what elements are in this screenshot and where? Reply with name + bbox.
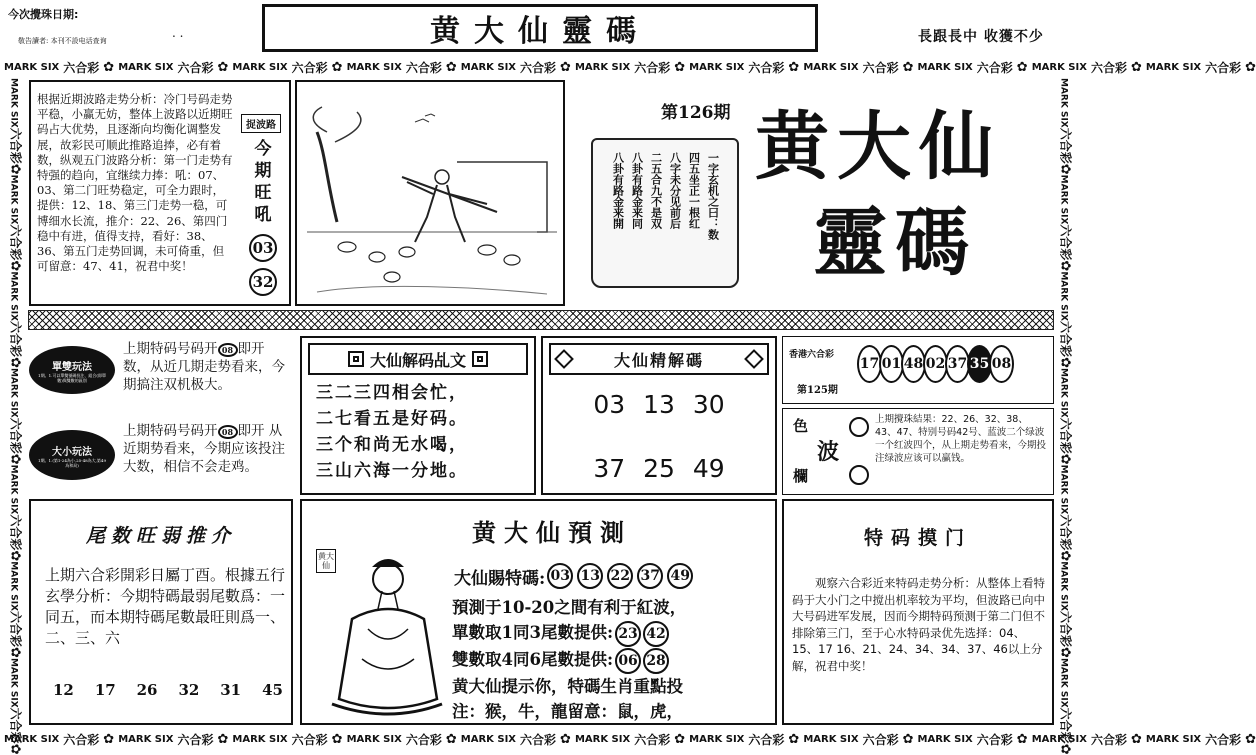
flower-icon: ✿ [445,59,457,75]
hot-label-vertical [243,138,283,226]
big-small-title: 大小玩法 [52,446,92,458]
mark-six-strip-bottom [4,730,1256,748]
result-ball: 01 [879,345,904,383]
circle-icon [849,465,869,485]
flower-icon: ✿ [7,260,23,272]
precise-code-row1: 03 13 30 [593,390,725,419]
brand-text: 六合彩 [1058,707,1073,744]
flower-icon: ✿ [7,550,23,562]
mark-six-text: MARK SIX [346,61,402,73]
mark-six-text: MARK SIX [460,733,517,745]
flower-icon: ✿ [788,59,800,75]
single-double-text-b: 即开 数，从近几期走势看来，今期搞注双机极大。 [123,341,285,393]
poem-title-icon [348,351,364,367]
draw-date-label: 今次攪珠日期: [8,8,79,21]
flower-icon: ✿ [1130,731,1142,747]
special-number: 37 [637,563,663,589]
mark-six-text: MARK SIX [232,733,288,745]
special-number: 03 [547,563,573,589]
issue-title-panel [569,80,1053,306]
prediction-title: 黄大仙預測 [472,518,632,547]
special-number: 49 [667,563,693,589]
single-double-note: 1期。1.可以單雙號碼投注、組合(即單數)與雙數的區別 [38,372,106,383]
color-wave-char: 欄 [793,467,809,485]
brand-text: 六合彩 [976,60,1013,75]
tail-number: 32 [178,681,200,699]
big-small-text [123,422,291,476]
master-figure [312,549,448,721]
special-door-panel [782,499,1054,725]
mark-six-text: MARK SIX [1058,271,1069,322]
brand-text: 六合彩 [8,224,23,261]
big-small-note: 1期。1.(第1-24為小,25-48為大,第49為和局) [37,457,107,468]
mark-six-text: MARK SIX [803,733,859,745]
flower-icon: ✿ [7,163,23,175]
result-ball: 02 [923,345,948,383]
poem-panel [300,336,536,495]
prediction-line: 預測于10-20之間有利于紅波， [452,598,687,617]
mark-six-text: MARK SIX [118,733,174,745]
brand-text: 六合彩 [748,732,785,747]
flower-icon: ✿ [902,731,914,747]
odd-tail-number: 23 [615,621,641,647]
flower-icon: ✿ [560,59,571,75]
flower-icon: ✿ [788,731,800,747]
brand-text: 六合彩 [634,732,671,747]
scroll-column: 四五坐正一根红 [687,152,701,229]
mark-six-text: MARK SIX [8,78,19,128]
result-ball: 08 [989,345,1014,383]
poem-line: 二七看五是好码。 [316,409,468,429]
immortal-illustration [295,80,565,306]
flower-icon: ✿ [560,731,571,747]
hot-number: 32 [249,268,277,296]
hk-balls [857,345,1011,383]
wave-tag: 捉波路 [241,114,281,133]
brand-text: 六合彩 [405,732,442,747]
precise-code-row2: 37 25 49 [593,454,725,483]
mark-six-text: MARK SIX [574,733,631,745]
big-small-text-b: 即开 从近期势看来，今期应该投注大数，相信不会走鸡。 [123,423,285,475]
color-wave-char: 色 [793,417,809,435]
scroll-column: 八卦有路金来開 [611,152,625,229]
tail-number: 12 [53,681,74,699]
door-text: 观察六合彩近来特码走势分析：从整体上看特码于大小门之中搅出机率较为平均，但波路已向中大号码进军发展，因而今期特码预测于第二门但不排除第三门，至于心水特码录优先选择：04、15、17 16、21、24、34、34、37、46以上分解，祝君中奖！ [792,576,1045,673]
flower-icon: ✿ [1245,59,1256,75]
mark-six-text: MARK SIX [917,61,973,73]
flower-icon: ✿ [1016,59,1028,75]
mark-six-text: MARK SIX [232,61,288,73]
tail-number: 26 [136,681,158,699]
brand-text: 六合彩 [1058,514,1073,551]
mark-six-text: MARK SIX [1031,61,1087,73]
brand-text: 六合彩 [291,732,328,747]
brand-text: 六合彩 [1058,417,1073,454]
wave-analysis-panel [29,80,291,306]
special-label: 大仙賜特碼: [454,568,546,589]
flower-icon: ✿ [1016,731,1028,747]
tail-number: 17 [94,681,116,699]
mark-six-text: MARK SIX [8,174,19,225]
brand-text: 六合彩 [8,417,23,454]
brand-text: 六合彩 [1058,127,1073,164]
mark-six-text: MARK SIX [574,61,631,73]
color-wave-panel [782,408,1054,495]
precise-code-title-bar [549,343,769,375]
brand-text: 六合彩 [862,732,899,747]
big-title-line2: 靈碼 [813,200,977,286]
mark-six-text: MARK SIX [4,61,60,73]
door-title: 特码摸门 [863,527,972,549]
notice-text: 敬告讀者: 本刊不設电话查询 [18,37,107,45]
tail-number: 45 [262,681,283,699]
mark-six-text: MARK SIX [8,464,19,515]
hot-label-char: 旺 [254,183,272,203]
brand-text: 六合彩 [1205,60,1242,75]
mark-six-text: MARK SIX [8,561,19,612]
prediction-seal: 黄大仙 [316,549,336,573]
diamond-icon [744,349,764,369]
flower-icon: ✿ [445,731,457,747]
brand-text: 六合彩 [1090,732,1127,747]
brand-text: 六合彩 [634,60,671,75]
hot-label-char: 今 [254,139,272,159]
mark-six-strip-right [1056,78,1076,755]
brand-text: 六合彩 [8,611,23,648]
brand-text: 六合彩 [1205,732,1242,747]
flower-icon: ✿ [103,59,115,75]
single-double-text [123,340,291,394]
single-double-panel [29,336,293,495]
brand-text: 六合彩 [1058,321,1073,358]
tail-title: 尾数旺弱推介 [85,525,236,547]
brand-text: 六合彩 [976,732,1013,747]
flower-icon: ✿ [331,59,343,75]
tail-number: 31 [220,681,242,699]
big-small-number: 08 [218,425,238,439]
mark-six-text: MARK SIX [803,61,859,73]
even-tail-number: 06 [615,648,641,674]
scroll-column: 八字未分见前后 [668,152,682,229]
mark-six-text: MARK SIX [689,733,745,745]
poem-title-bar [308,343,528,375]
flower-icon: ✿ [331,731,343,747]
prediction-panel [300,499,777,725]
hk-results-panel [782,336,1054,404]
precise-code-panel [541,336,777,495]
header-title-box [262,4,818,52]
poem-title: 大仙解码乩文 [369,350,466,370]
mark-six-text: MARK SIX [118,61,174,73]
flower-icon: ✿ [1057,453,1073,465]
mark-six-text: MARK SIX [4,733,60,745]
flower-icon: ✿ [7,453,23,465]
mark-six-text: MARK SIX [1058,78,1069,128]
color-wave-text: 上期攪珠結果：22、26、32、38、43、47、特别号码42号、蓝波二个绿波一个红波四个，从上期走势看来，今期投注绿波应该可以赢钱。 [875,414,1047,464]
mark-six-text: MARK SIX [1145,733,1202,745]
big-title-line1: 黄大仙 [755,104,1001,190]
flower-icon: ✿ [7,647,23,658]
tail-numbers [53,681,283,699]
brand-text: 六合彩 [8,321,23,358]
wave-analysis-text: 根据近期波路走势分析：冷门号码走势平稳，小赢无妨，整体上波路以近期旺码占大优势，且逐渐向均衡化调整发展，故彩民可顺此推路追捧，必有着数，纵观五门波路分析：第一门走势有特强的趋向，宜继续力捧：吼：07、03、第二门旺势稳定，可全力跟时，提供：12、18、第三门走势一稳，可博细水长流，推介：22、26、第四门稳中有进，值得支持，看好：38、36、第五门走势回调，未可倚重，但可留意：47、41，祝君中奖！ [37,92,233,274]
prediction-line: 單數取1同3尾數提供: 23 42 [452,620,774,647]
hot-label-char: 期 [254,161,272,181]
mark-six-text: MARK SIX [1058,367,1069,418]
flower-icon: ✿ [1057,550,1073,562]
hk-issue: 第125期 [797,385,838,396]
prophecy-scroll [591,138,739,288]
brand-text: 六合彩 [8,127,23,164]
brand-text: 六合彩 [63,60,100,75]
mark-six-strip-left [6,78,26,755]
single-double-oval [29,346,115,394]
mark-six-text: MARK SIX [1058,561,1069,612]
brand-text: 六合彩 [748,60,785,75]
mark-six-text: MARK SIX [1031,733,1087,745]
diamond-icon [554,349,574,369]
brand-text: 六合彩 [63,732,100,747]
flower-icon: ✿ [217,731,229,747]
brand-text: 六合彩 [291,60,328,75]
circle-icon [849,417,869,437]
flower-icon: ✿ [7,357,23,368]
brand-text: 六合彩 [1058,224,1073,261]
flower-icon: ✿ [674,59,686,75]
big-small-oval [29,430,115,480]
brand-text: 六合彩 [8,514,23,551]
brand-text: 六合彩 [8,707,23,744]
flower-icon: ✿ [1057,357,1073,368]
big-small-text-a: 上期特码号码开 [123,423,218,439]
poem-line: 三个和尚无水喝， [316,435,468,455]
header-slogan: 長跟長中 收獲不少 [918,29,1044,45]
odd-tail-numbers [613,623,669,642]
flower-icon: ✿ [1057,163,1073,175]
result-ball: 37 [945,345,970,383]
odd-tail-number: 42 [643,621,669,647]
illustration-drawing [297,82,563,304]
brand-text: 六合彩 [177,60,214,75]
brand-text: 六合彩 [520,60,557,75]
hk-label: 香港六合彩 [789,350,835,360]
mark-six-text: MARK SIX [1058,657,1069,708]
special-row [454,563,693,589]
flower-icon: ✿ [103,731,115,747]
single-double-text-a: 上期特码号码开 [123,341,218,357]
single-double-number: 08 [218,343,238,357]
single-double-title: 單雙玩法 [52,361,92,373]
flower-icon: ✿ [1245,731,1256,747]
scroll-column: 八卦有路金来同 [630,152,644,229]
mark-six-text: MARK SIX [346,733,402,745]
prediction-line: 注：猴，牛，龍留意：鼠，虎， [452,702,683,721]
mark-six-text: MARK SIX [8,271,19,322]
brand-text: 六合彩 [177,732,214,747]
flower-icon: ✿ [217,59,229,75]
flower-icon: ✿ [674,731,686,747]
prediction-line: 黄大仙提示你，特碼生肖重點投 [452,677,683,696]
color-wave-char: 波 [817,439,840,465]
even-tail-number: 28 [643,648,669,674]
special-number: 13 [577,563,603,589]
special-numbers [545,563,693,589]
tail-text: 上期六合彩開彩日屬丁酉。根據五行玄學分析：今期特碼最弱尾數爲：一同五，而本期特碼尾數最旺則爲一、二、三、六 [45,566,286,647]
mark-six-text: MARK SIX [917,733,973,745]
mark-six-text: MARK SIX [689,61,745,73]
tail-number-panel [29,499,293,725]
brand-text: 六合彩 [520,732,557,747]
result-ball: 48 [901,345,926,383]
precise-code-title: 大仙精解碼 [613,350,704,370]
flower-icon: ✿ [1130,59,1142,75]
even-tail-numbers [613,650,669,669]
mark-six-text: MARK SIX [460,61,517,73]
brand-text: 六合彩 [405,60,442,75]
mark-six-text: MARK SIX [1058,464,1069,515]
mark-six-text: MARK SIX [1058,174,1069,225]
header-title: 黄大仙靈碼 [430,14,650,49]
flower-icon: ✿ [1057,743,1073,755]
special-number: 22 [607,563,633,589]
scroll-text [593,140,737,286]
result-ball: 35 [967,345,992,383]
mark-six-strip-top [4,58,1256,76]
flower-icon: ✿ [1057,260,1073,272]
poem-line: 三山六海一分地。 [316,461,468,481]
hot-number: 03 [249,234,277,262]
result-ball: 17 [857,345,882,383]
scroll-column: 一字玄机之曰：数 [706,152,720,240]
decorative-divider [28,310,1054,330]
brand-text: 六合彩 [862,60,899,75]
brand-text: 六合彩 [1058,611,1073,648]
mark-six-text: MARK SIX [8,367,19,418]
mark-six-text: MARK SIX [8,657,19,708]
header-dots: . . [172,26,184,40]
poem-lines [316,380,526,484]
flower-icon: ✿ [902,59,914,75]
prediction-line: 雙數取4同6尾數提供: 06 28 [452,647,774,674]
prediction-lines [452,595,774,724]
flower-icon: ✿ [1057,647,1073,658]
scroll-column: 二五合九不是双 [649,152,663,229]
poem-title-icon [472,351,488,367]
brand-text: 六合彩 [1090,60,1127,75]
poem-line: 三二三四相会忙， [316,383,468,403]
flower-icon: ✿ [7,743,23,755]
mark-six-text: MARK SIX [1145,61,1202,73]
issue-number: 第126期 [661,103,731,123]
hot-label-char: 吼 [254,205,272,225]
